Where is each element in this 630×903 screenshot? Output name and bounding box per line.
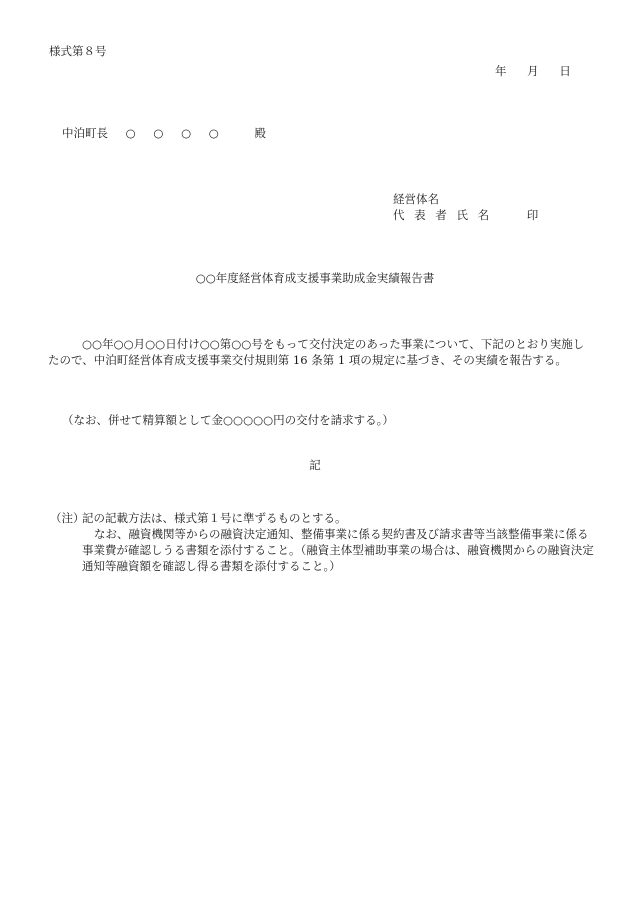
circle-placeholder: ○ <box>153 126 164 140</box>
seal-mark: 印 <box>526 208 539 222</box>
addressee-name: 中泊町長 <box>62 126 108 140</box>
sender-org-label: 経営体名 <box>393 192 439 206</box>
addressee-suffix: 殿 <box>254 126 266 140</box>
circle-placeholder: ○ <box>208 126 219 140</box>
note-line-2: なお、融資機関等からの融資決定通知、整備事業に係る契約書及び請求書等当該整備事業に係る事業費が確認しうる書類を添付すること。（融資主体型補助事業の場合は、融資機関からの融資決定通知等融資額を確認し得る書類を添付すること。） <box>82 527 594 573</box>
circle-placeholder: ○ <box>125 126 136 140</box>
addressee <box>62 128 266 140</box>
form-number: 様式第８号 <box>49 44 107 58</box>
ki-heading: 記 <box>309 458 321 472</box>
note-spacer <box>50 526 82 574</box>
note-line-1: 記の記載方法は、様式第１号に準ずるものとする。 <box>82 511 347 525</box>
date-year: 年 <box>495 64 507 78</box>
date-line <box>495 66 571 78</box>
sender-rep-label: 代 表 者 氏 名 <box>393 208 493 222</box>
note-label: （注） <box>50 511 85 525</box>
circle-placeholder: ○ <box>181 126 192 140</box>
note-block <box>50 510 595 574</box>
body-paragraph <box>48 336 586 368</box>
request-line: （なお、併せて精算額として金○○○○○円の交付を請求する。） <box>62 413 394 427</box>
date-day: 日 <box>559 64 571 78</box>
sender-rep <box>393 210 538 222</box>
addressee-circles <box>126 126 237 140</box>
date-month: 月 <box>527 64 539 78</box>
body-text: ○○年○○月○○日付け○○第○○号をもって交付決定のあった事業について、下記のとおり実施したので、中泊町経営体育成支援事業交付規則第 16 条第 1 項の規定に基づき、その実績を報告する。 <box>48 337 585 367</box>
document-title: ○○年度経営体育成支援事業助成金実績報告書 <box>195 271 435 285</box>
